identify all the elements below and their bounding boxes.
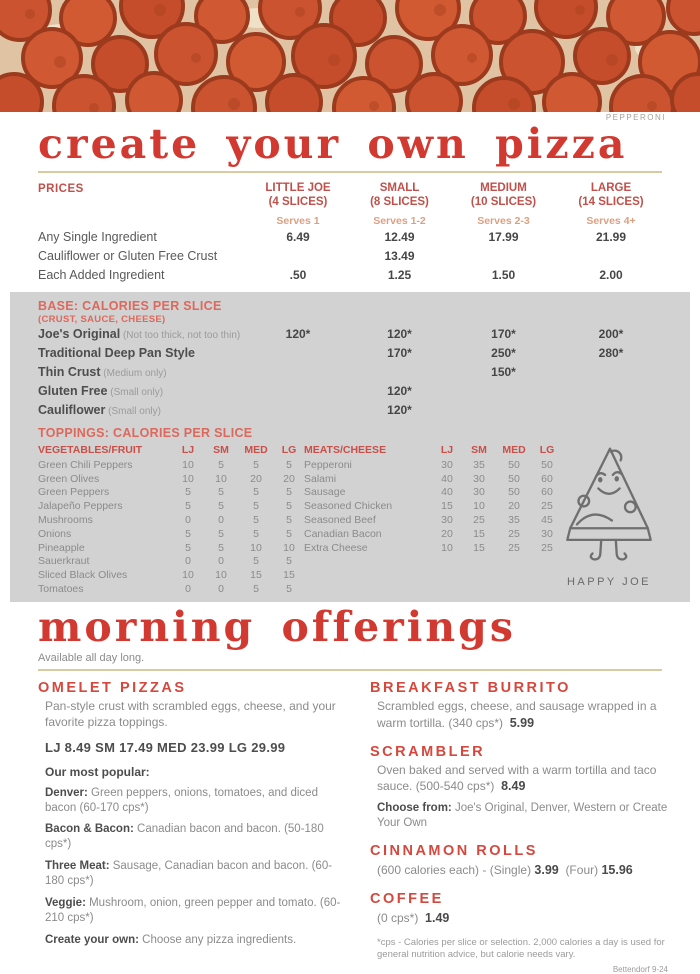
cinnamon-rolls-single-price: 3.99 xyxy=(534,863,559,878)
price-row: Cauliflower or Gluten Free Crust 13.49 xyxy=(38,249,415,264)
section-heading-coffee: COFFEE xyxy=(370,890,444,907)
table-row: Green Chili Peppers 10 5 5 5 xyxy=(38,458,292,471)
table-row: Seasoned Beef 30 25 35 45 xyxy=(304,514,553,526)
omelet-price-line: LJ 8.49 SM 17.49 MED 23.99 LG 29.99 xyxy=(45,739,286,755)
table-row: Onions 5 5 5 5 xyxy=(38,527,292,540)
vegetables-header: VEGETABLES/FRUIT xyxy=(38,444,143,457)
base-row: Traditional Deep Pan Style 170* 250* 280* xyxy=(38,346,624,361)
table-row: Jalapeño Peppers 5 5 5 5 xyxy=(38,500,292,513)
table-row: Pepperoni 30 35 50 50 xyxy=(304,458,553,471)
cinnamon-rolls-line: (600 calories each) - (Single) 3.99 (Four) 15.96 xyxy=(377,863,633,878)
right-column xyxy=(370,680,672,974)
calories-footnote: *cps - Calories per slice or selection. 2,000 calories a day is used for general nutrition advice, but calorie needs vary. xyxy=(377,936,665,961)
photo-caption: PEPPERONI xyxy=(605,113,666,122)
meats-table: MEATS/CHEESE LJ SM MED LG Pepperoni 30 35 50 50 Salami 40 30 50 60 Sausage 40 30 50 60 Seasoned Chicken 15 10 20 25 Seasoned Beef 30 25 35 45 Canadian Bacon 20 15 25 30 Extra Cheese 10 15 25 25 xyxy=(304,443,562,596)
divider-rule xyxy=(38,669,662,671)
mascot-label: HAPPY JOE xyxy=(566,575,652,588)
calories-panel xyxy=(10,292,690,602)
pizza-photo-art xyxy=(0,0,700,112)
size-column-small: SMALL (8 SLICES) Serves 1-2 xyxy=(370,182,429,227)
prices-label: PRICES xyxy=(38,183,84,196)
size-column-large: LARGE (14 SLICES) Serves 4+ xyxy=(578,182,644,227)
scrambler-description: Oven baked and served with a warm tortilla and taco sauce. (500-540 cps*) 8.49 xyxy=(377,762,657,794)
base-calories-title: BASE: CALORIES PER SLICE xyxy=(38,298,222,313)
scrambler-price: 8.49 xyxy=(501,779,526,794)
happy-joe-mascot xyxy=(552,440,666,588)
omelet-item-bacon-bacon: Bacon & Bacon: Canadian bacon and bacon. (50-180 cps*) xyxy=(45,823,324,851)
divider-rule xyxy=(38,171,662,173)
omelet-item-veggie: Veggie: Mushroom, onion, green pepper and tomato. (60-210 cps*) xyxy=(45,897,341,925)
size-column-medium: MEDIUM (10 SLICES) Serves 2-3 xyxy=(470,182,537,227)
table-row: Salami 40 30 50 60 xyxy=(304,472,553,485)
omelet-item-create-your-own: Create your own: Choose any pizza ingredients. xyxy=(45,934,297,947)
pizza-slice-character-icon xyxy=(554,440,664,568)
table-row: Mushrooms 0 0 5 5 xyxy=(38,514,292,526)
breakfast-burrito-description: Scrambled eggs, cheese, and sausage wrapped in a warm tortilla. (340 cps*) 5.99 xyxy=(377,698,657,730)
base-row: Thin Crust (Medium only) 150* xyxy=(38,365,516,380)
section-heading-cinnamon-rolls: CINNAMON ROLLS xyxy=(370,843,538,860)
table-row: Canadian Bacon 20 15 25 30 xyxy=(304,527,553,540)
table-row: Seasoned Chicken 15 10 20 25 xyxy=(304,500,553,513)
table-row: Tomatoes 0 0 5 5 xyxy=(38,582,292,595)
table-row: Sliced Black Olives 10 10 15 15 xyxy=(38,569,295,582)
price-row: Each Added Ingredient .50 1.25 1.50 2.00 xyxy=(38,268,623,283)
section-heading-breakfast-burrito: BREAKFAST BURRITO xyxy=(370,679,571,696)
table-row: Pineapple 5 5 10 10 xyxy=(38,541,295,554)
availability-note: Available all day long. xyxy=(38,651,145,664)
prices-header-row xyxy=(38,181,672,228)
toppings-calories-title: TOPPINGS: CALORIES PER SLICE xyxy=(38,425,253,440)
base-calories-subtitle: (CRUST, SAUCE, CHEESE) xyxy=(38,313,166,325)
table-row: Extra Cheese 10 15 25 25 xyxy=(304,541,553,554)
table-row: Green Olives 10 10 20 20 xyxy=(38,472,295,485)
scrambler-choose-from: Choose from: Joe's Original, Denver, Western or Create Your Own xyxy=(377,802,668,830)
coffee-price: 1.49 xyxy=(425,910,450,925)
table-row: Sauerkraut 0 0 5 5 xyxy=(38,555,292,568)
table-row: Green Peppers 5 5 5 5 xyxy=(38,486,292,499)
price-row: Any Single Ingredient 6.49 12.49 17.99 21.99 xyxy=(38,230,627,245)
pepperoni-pizza-photo xyxy=(0,0,700,112)
most-popular-label: Our most popular: xyxy=(45,764,150,779)
vegetables-table: VEGETABLES/FRUIT LJ SM MED LG Green Chili Peppers 10 5 5 5 Green Olives 10 10 20 20 Green Peppers 5 5 5 5 Jalapeño Peppers 5 5 5 5 Mushrooms 0 0 5 5 Onions 5 5 5 5 Pineapple 5 5 10 10 Sauerkraut 0 0 5 5 Sliced Black Olives 10 10 15 15 Tomatoes 0 0 5 5 xyxy=(38,443,304,596)
page-title-morning-offerings: morning offerings xyxy=(38,602,516,651)
base-row: Gluten Free (Small only) 120* xyxy=(38,384,412,399)
breakfast-burrito-price: 5.99 xyxy=(509,715,535,730)
meats-header: MEATS/CHEESE xyxy=(304,444,387,457)
section-heading-omelet-pizzas: OMELET PIZZAS xyxy=(38,679,187,696)
location-code: Bettendorf 9-24 xyxy=(612,965,668,974)
page-title-create-your-own-pizza: create your own pizza xyxy=(38,120,628,168)
omelet-description: Pan-style crust with scrambled eggs, cheese, and your favorite pizza toppings. xyxy=(45,698,336,729)
cinnamon-rolls-four-price: 15.96 xyxy=(601,863,633,878)
omelet-item-three-meat: Three Meat: Sausage, Canadian bacon and bacon. (60-180 cps*) xyxy=(45,860,333,888)
left-column xyxy=(38,680,344,974)
base-row: Joe's Original (Not too thick, not too thin) 120* 120* 170* 200* xyxy=(38,327,624,342)
base-row: Cauliflower (Small only) 120* xyxy=(38,403,412,418)
coffee-line: (0 cps*) 1.49 xyxy=(377,910,450,925)
size-column-little-joe: LITTLE JOE (4 SLICES) Serves 1 xyxy=(265,182,331,227)
section-heading-scrambler: SCRAMBLER xyxy=(370,743,486,760)
omelet-item-denver: Denver: Green peppers, onions, tomatoes, and diced bacon (60-170 cps*) xyxy=(45,786,318,814)
table-row: Sausage 40 30 50 60 xyxy=(304,486,553,499)
morning-offerings-columns xyxy=(38,680,672,974)
